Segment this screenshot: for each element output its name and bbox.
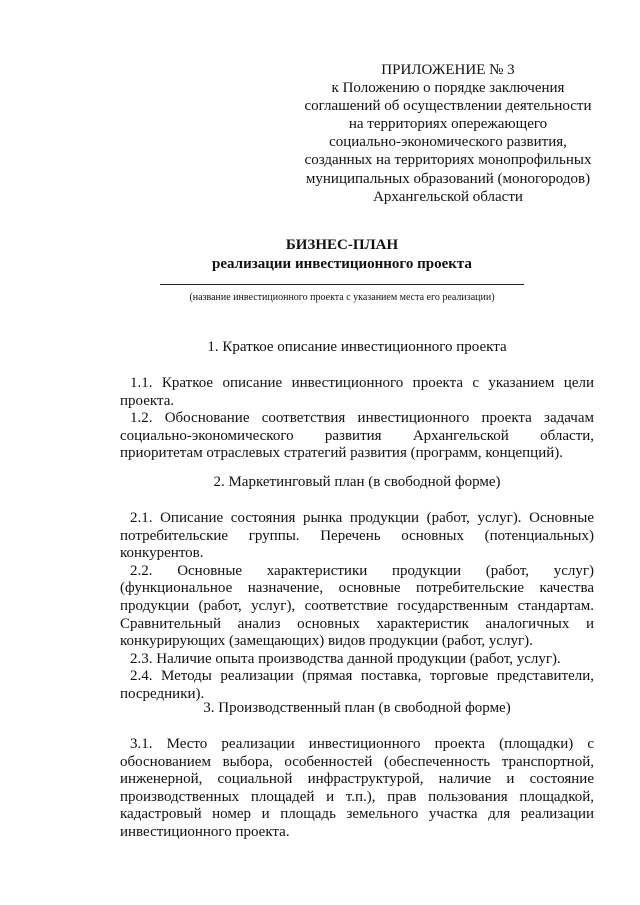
appendix-line: ПРИЛОЖЕНИЕ № 3	[381, 62, 515, 78]
section-2	[120, 474, 594, 492]
paragraph-2-2: 2.2. Основные характеристики продукции (работ, услуг) (функциональное назначение, основные потребительские качества продукции (работ, услуг), соответствие государственным стандартам. Сравнительный анализ основных характеристик аналогичных и конкурирующих (замещающих) видов продукции (работ, услуг).	[120, 562, 594, 650]
appendix-line: Архангельской области	[373, 188, 523, 205]
section-2-body	[120, 510, 594, 704]
section-3	[120, 700, 594, 718]
appendix-line: соглашений об осуществлении деятельности	[304, 98, 592, 115]
appendix-line: созданных на территориях монопрофильных	[304, 152, 592, 169]
paragraph-2-3: 2.3. Наличие опыта производства данной продукции (работ, услуг).	[130, 650, 561, 667]
section-3-body	[120, 736, 594, 842]
appendix-line: социально-экономического развития,	[329, 134, 567, 151]
section-heading: 2. Маркетинговый план (в свободной форме)	[213, 474, 501, 490]
title-block	[160, 236, 524, 304]
document-subtitle: реализации инвестиционного проекта	[212, 256, 472, 272]
section-1-body	[120, 375, 594, 463]
appendix-line: к Положению о порядке заключения	[331, 80, 565, 97]
section-heading: 1. Краткое описание инвестиционного проекта	[207, 339, 507, 355]
paragraph-1-2: 1.2. Обоснование соответствия инвестиционного проекта задачам социально-экономического развития Архангельской области, приоритетам отраслевых стратегий развития (программ, концепций).	[120, 410, 594, 462]
appendix-line: на территориях опережающего	[348, 116, 548, 133]
paragraph-1-1: 1.1. Краткое описание инвестиционного проекта с указанием цели проекта.	[120, 375, 594, 409]
paragraph-2-4: 2.4. Методы реализации (прямая поставка, торговые представители, посредники).	[120, 668, 594, 702]
appendix-header	[296, 61, 600, 206]
paragraph-2-1: 2.1. Описание состояния рынка продукции (работ, услуг). Основные потребительские группы. Перечень основных (потенциальных) конкурентов.	[120, 510, 594, 562]
project-name-line	[160, 284, 524, 285]
project-name-caption: (название инвестиционного проекта с указанием места его реализации)	[189, 292, 495, 303]
appendix-line: муниципальных образований (моногородов)	[305, 170, 591, 187]
section-1	[120, 339, 594, 357]
document-title: БИЗНЕС-ПЛАН	[285, 237, 399, 253]
section-heading: 3. Производственный план (в свободной форме)	[203, 700, 511, 716]
paragraph-3-1: 3.1. Место реализации инвестиционного проекта (площадки) с обоснованием выбора, особенностей (обеспеченность транспортной, инженерной, социальной инфраструктурой, наличие и состояние производственных площадей и т.п.), прав пользования площадкой, кадастровый номер и площадь земельного участка для реализации инвестиционного проекта.	[120, 736, 594, 840]
